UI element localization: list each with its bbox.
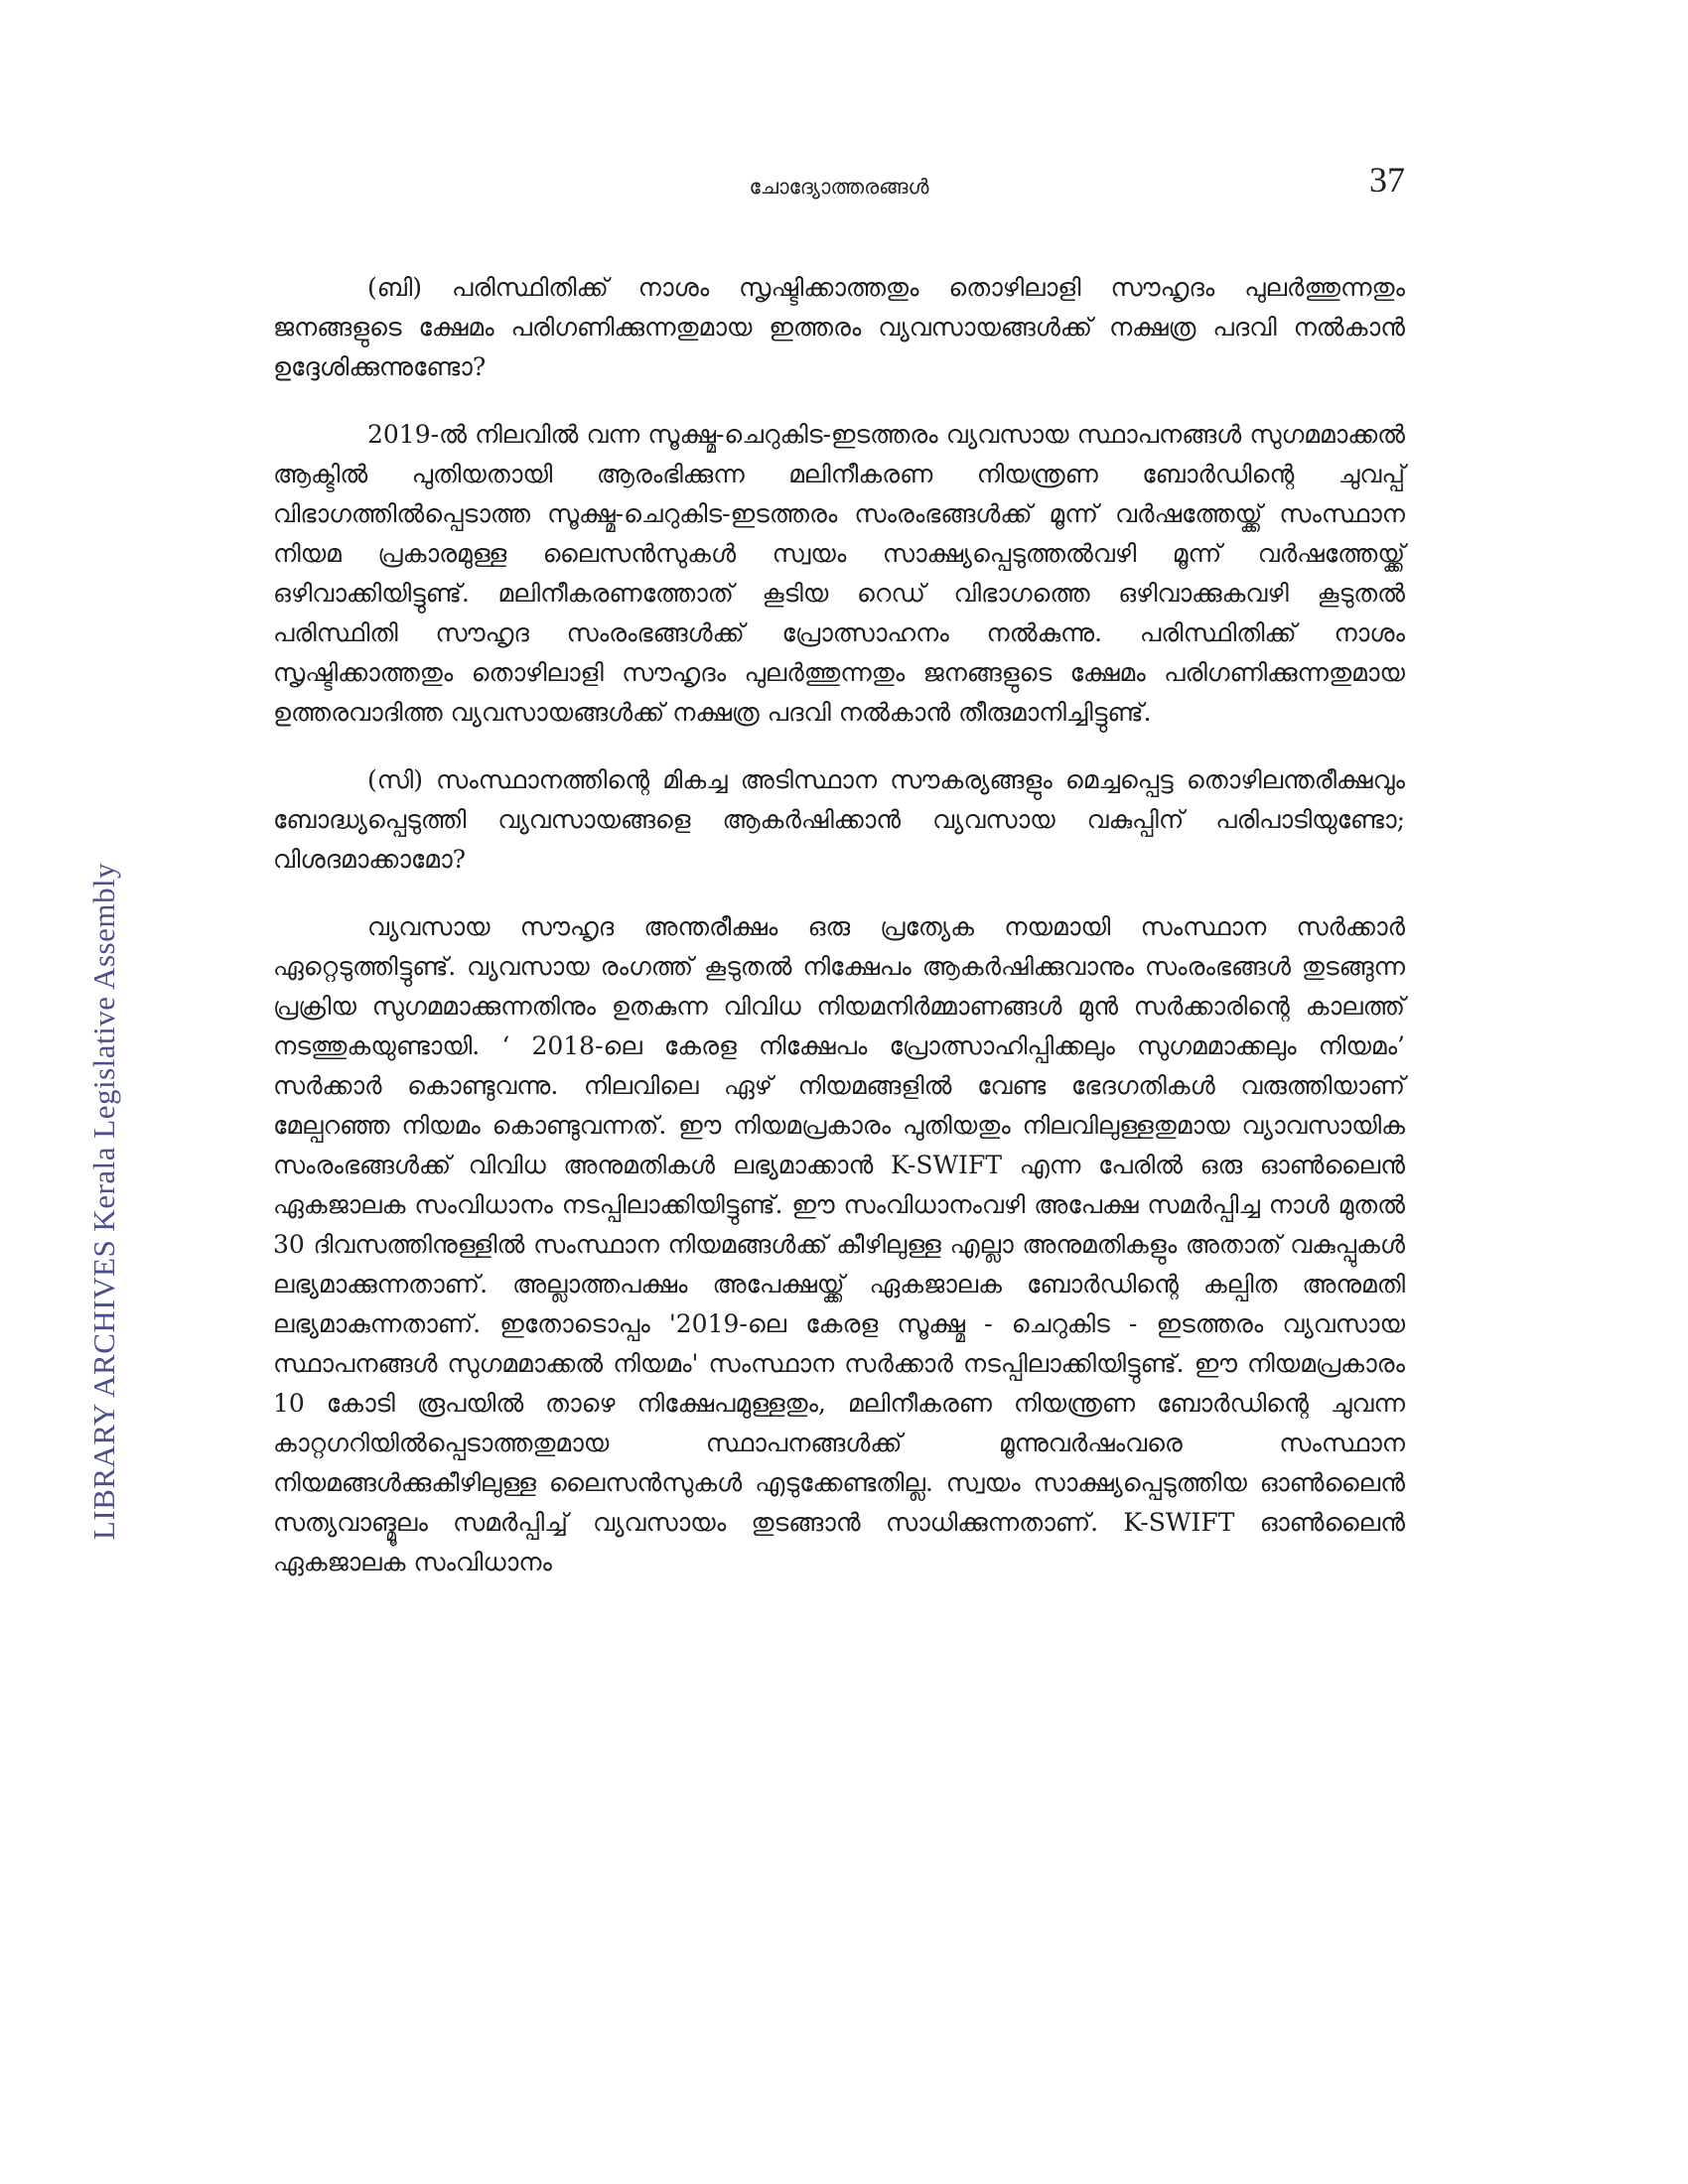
question-c: (സി) സംസ്ഥാനത്തിന്റെ മികച്ച അടിസ്ഥാന സൗകര്യങ്ങളും മെച്ചപ്പെട്ട തൊഴിലന്തരീക്ഷവും ബോദ്ധ്യപ്പെടുത്തി വ്യവസായങ്ങളെ ആകർഷിക്കാൻ വ്യവസായ വകുപ്പിന് പരിപാടിയുണ്ടോ; വിശദമാക്കാമോ? [273, 765, 1405, 874]
answer-b: 2019-ൽ നിലവിൽ വന്ന സൂക്ഷ്മ-ചെറുകിട-ഇടത്തരം വ്യവസായ സ്ഥാപനങ്ങൾ സുഗമമാക്കൽ ആക്ടിൽ പുതിയതായി ആരംഭിക്കുന്ന മലിനീകരണ നിയന്ത്രണ ബോർഡിന്റെ ചുവപ്പ് വിഭാഗത്തിൽപ്പെടാത്ത സൂക്ഷ്മ-ചെറുകിട-ഇടത്തരം സംരംഭങ്ങൾക്ക് മൂന്ന് വർഷത്തേയ്ക്ക് സംസ്ഥാന നിയമ പ്രകാരമുള്ള ലൈസൻസുകൾ സ്വയം സാക്ഷ്യപ്പെടുത്തൽവഴി മൂന്ന് വർഷത്തേയ്ക്ക് ഒഴിവാക്കിയിട്ടുണ്ട്. മലിനീകരണത്തോത് കൂടിയ റെഡ് വിഭാഗത്തെ ഒഴിവാക്കുകവഴി കൂടുതൽ പരിസ്ഥിതി സൗഹൃദ സംരംഭങ്ങൾക്ക് പ്രോത്സാഹനം നൽകുന്നു. പരിസ്ഥിതിക്ക് നാശം സൃഷ്ടിക്കാത്തതും തൊഴിലാളി സൗഹൃദം പുലർത്തുന്നതും ജനങ്ങളുടെ ക്ഷേമം പരിഗണിക്കുന്നതുമായ ഉത്തരവാദിത്ത വ്യവസായങ്ങൾക്ക് നക്ഷത്ര പദവി നൽകാൻ തീരുമാനിച്ചിട്ടുണ്ട്. [273, 420, 1405, 727]
page-number: 37 [1369, 160, 1405, 200]
archive-watermark: LIBRARY ARCHIVES Kerala Legislative Assembly [86, 862, 121, 1541]
page-body [273, 268, 1405, 1610]
running-title: ചോദ്യോത്തരങ്ങൾ [749, 175, 929, 199]
page-header [273, 159, 1405, 208]
answer-c: വ്യവസായ സൗഹൃദ അന്തരീക്ഷം ഒരു പ്രത്യേക നയമായി സംസ്ഥാന സർക്കാർ ഏറ്റെടുത്തിട്ടുണ്ട്. വ്യവസായ രംഗത്ത് കൂടുതൽ നിക്ഷേപം ആകർഷിക്കുവാനും സംരംഭങ്ങൾ തുടങ്ങുന്ന പ്രക്രിയ സുഗമമാക്കുന്നതിനും ഉതകുന്ന വിവിധ നിയമനിർമ്മാണങ്ങൾ മുൻ സർക്കാരിന്റെ കാലത്ത് നടത്തുകയുണ്ടായി. ‘ 2018-ലെ കേരള നിക്ഷേപം പ്രോത്സാഹിപ്പിക്കലും സുഗമമാക്കലും നിയമം’ സർക്കാർ കൊണ്ടുവന്നു. നിലവിലെ ഏഴ് നിയമങ്ങളിൽ വേണ്ട ഭേദഗതികൾ വരുത്തിയാണ് മേല്പറഞ്ഞ നിയമം കൊണ്ടുവന്നത്. ഈ നിയമപ്രകാരം പുതിയതും നിലവിലുള്ളതുമായ വ്യാവസായിക സംരംഭങ്ങൾക്ക് വിവിധ അനുമതികൾ ലഭ്യമാക്കാൻ K-SWIFT എന്ന പേരിൽ ഒരു ഓൺലൈൻ ഏകജാലക സംവിധാനം നടപ്പിലാക്കിയിട്ടുണ്ട്. ഈ സംവിധാനംവഴി അപേക്ഷ സമർപ്പിച്ച നാൾ മുതൽ 30 ദിവസത്തിനുള്ളിൽ സംസ്ഥാന നിയമങ്ങൾക്ക് കീഴിലുള്ള എല്ലാ അനുമതികളും അതാത് വകുപ്പുകൾ ലഭ്യമാക്കുന്നതാണ്. അല്ലാത്തപക്ഷം അപേക്ഷയ്ക്ക് ഏകജാലക ബോർഡിന്റെ കല്പിത അനുമതി ലഭ്യമാകുന്നതാണ്. ഇതോടൊപ്പം '2019-ലെ കേരള സൂക്ഷ്മ - ചെറുകിട - ഇടത്തരം വ്യവസായ സ്ഥാപനങ്ങൾ സുഗമമാക്കൽ നിയമം' സംസ്ഥാന സർക്കാർ നടപ്പിലാക്കിയിട്ടുണ്ട്. ഈ നിയമപ്രകാരം 10 കോടി രൂപയിൽ താഴെ നിക്ഷേപമുള്ളതും, മലിനീകരണ നിയന്ത്രണ ബോർഡിന്റെ ചുവന്ന കാറ്റഗറിയിൽപ്പെടാത്തതുമായ സ്ഥാപനങ്ങൾക്ക് മൂന്നുവർഷംവരെ സംസ്ഥാന നിയമങ്ങൾക്കുകീഴിലുള്ള ലൈസൻസുകൾ എടുക്കേണ്ടതില്ല. സ്വയം സാക്ഷ്യപ്പെടുത്തിയ ഓൺലൈൻ സത്യവാങ്മൂലം സമർപ്പിച്ച് വ്യവസായം തുടങ്ങാൻ സാധിക്കുന്നതാണ്. K-SWIFT ഓൺലൈൻ ഏകജാലക സംവിധാനം [273, 912, 1405, 1576]
question-b: (ബി) പരിസ്ഥിതിക്ക് നാശം സൃഷ്ടിക്കാത്തതും തൊഴിലാളി സൗഹൃദം പുലർത്തുന്നതും ജനങ്ങളുടെ ക്ഷേമം പരിഗണിക്കുന്നതുമായ ഇത്തരം വ്യവസായങ്ങൾക്ക് നക്ഷത്ര പദവി നൽകാൻ ഉദ്ദേശിക്കുന്നുണ്ടോ? [273, 273, 1405, 381]
